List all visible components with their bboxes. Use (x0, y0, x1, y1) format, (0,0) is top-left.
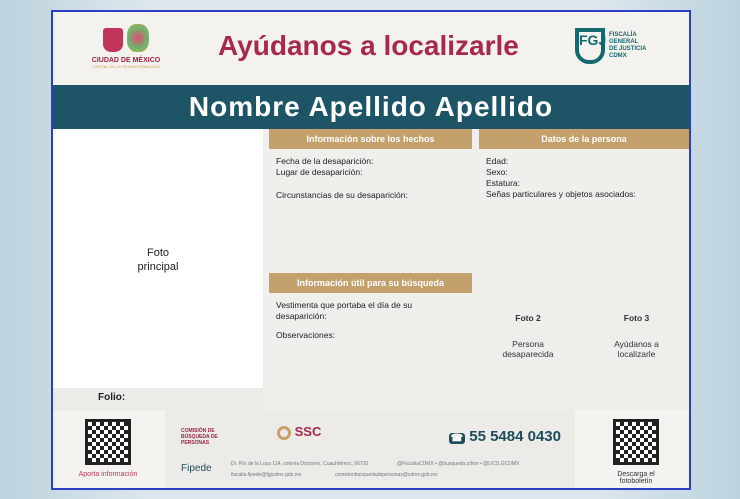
persona-section: Datos de la persona Edad: Sexo: Estatura: Señas particulares y objetos asociados: (479, 129, 689, 267)
poster-title: Ayúdanos a localizarle (218, 30, 519, 61)
header (53, 12, 689, 85)
person-name: Nombre Apellido Apellido (53, 85, 689, 129)
qr-aporta[interactable]: Aporta información (73, 419, 143, 478)
phone-number[interactable]: ☎ 55 5484 0430 (450, 428, 561, 445)
ssc-logo: SSC (277, 424, 321, 440)
footer: Aporta información COMISIÓN DE BÚSQUEDA DE PERSONAS SSC ☎ 55 5484 0430 Fipede Dr. Río de la Loza 114, colonia Doctores, Cuauhtémoc, 06720 fiscalia.fipede@fgjcdmx.gob.mx @FiscaliaCDMX • @busqueda.cdmx • @LICS.GCDMX comisionbusquedadepersonas@cdmx.gob.mx Descarga el fotoboletín (53, 410, 689, 488)
qr-descarga[interactable]: Descarga el fotoboletín (601, 419, 671, 485)
fgj-logo: FGJ FISCALÍA GENERAL DE JUSTICIA CDMX (575, 28, 646, 64)
util-section: Información útil para su búsqueda Vestimenta que portaba el día de su desaparición: Observaciones: (269, 273, 472, 409)
folio-label: Folio: (53, 388, 263, 410)
missing-person-poster (51, 10, 691, 490)
main-photo: Foto principal (53, 129, 263, 409)
foto2: Foto 2 Persona desaparecida (479, 273, 577, 409)
cdmx-logo: CIUDAD DE MÉXICO CAPITAL DE LA TRANSFORMACIÓN (91, 24, 161, 69)
hechos-section: Información sobre los hechos Fecha de la desaparición: Lugar de desaparición: Circunstancias de su desaparición: (269, 129, 472, 267)
foto3: Foto 3 Ayúdanos a localizarle (584, 273, 689, 409)
